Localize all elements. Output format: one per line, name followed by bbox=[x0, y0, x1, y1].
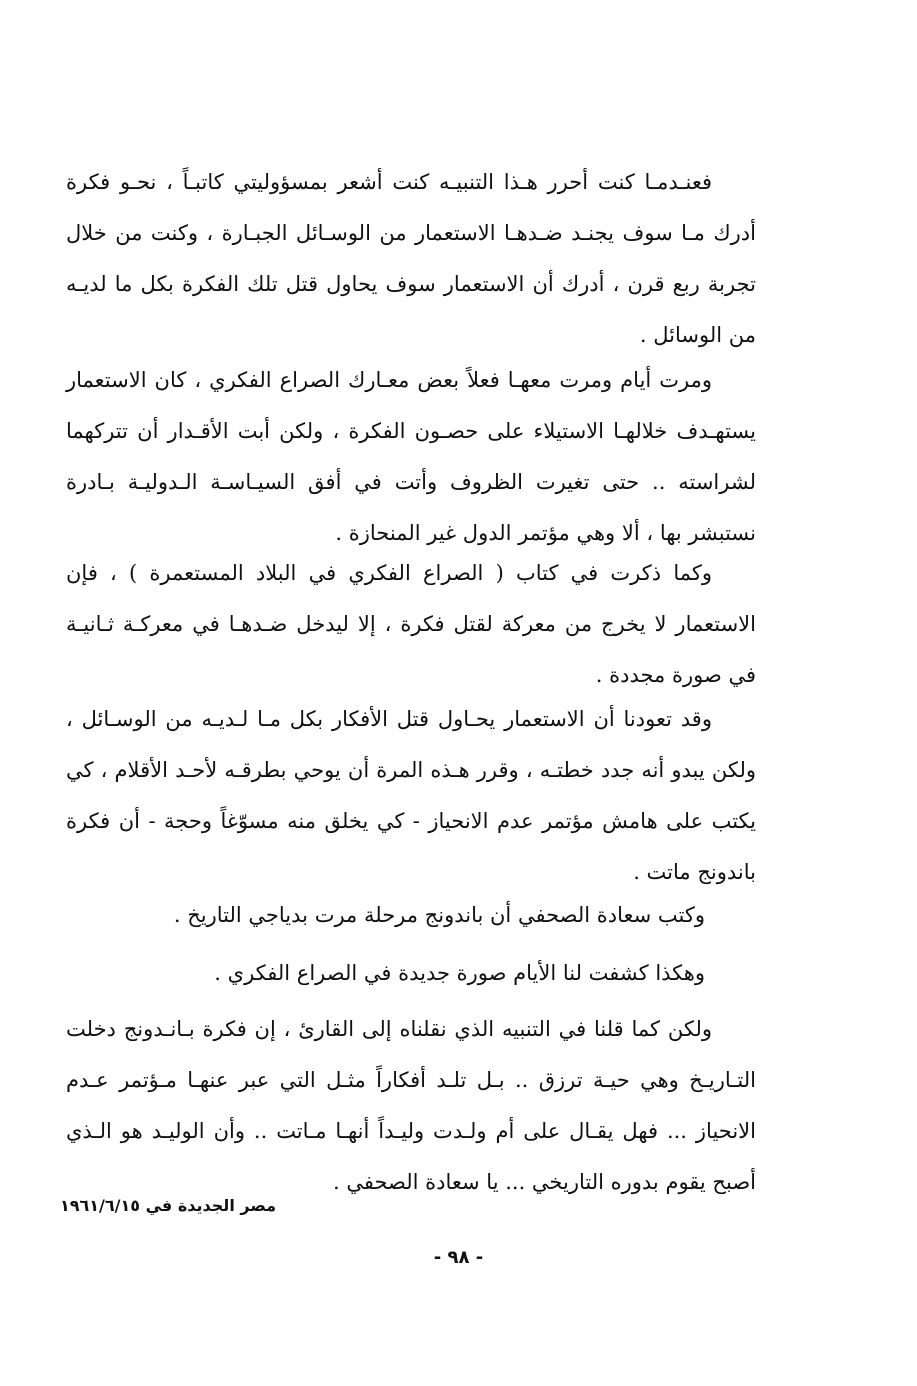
paragraph-4: وقد تعودنا أن الاستعمار يحـاول قتل الأفكار بكل مـا لـديـه من الوسـائل ، ولكن يبدو أنه جدد خطتـه ، وقرر هـذه المرة أن يوحي بطرقـه لأحـد الأقلام ، كي يكتب على هامش مؤتمر عدم الانحياز - كي يخلق منه مسوّغاً وحجة - أن فكرة باندونج ماتت . bbox=[66, 707, 756, 884]
paragraph-6: وهكذا كشفت لنا الأيام صورة جديدة في الصراع الفكري . bbox=[214, 961, 705, 985]
paragraph-1: فعنـدمـا كنت أحرر هـذا التنبيـه كنت أشعر بمسؤوليتي كاتبـاً ، نحـو فكرة أدرك مـا سوف يجنـد ضـدهـا الاستعمار من الوسـائل الجبـارة ، وكنت من خلال تجربة ربع قرن ، أدرك أن الاستعمار سوف يحاول قتل تلك الفكرة بكل ما لديـه من الوسائل . bbox=[66, 170, 756, 347]
page-number: - ٩٨ - bbox=[433, 1247, 484, 1268]
paragraph-2: ومرت أيام ومرت معهـا فعلاً بعض معـارك الصراع الفكري ، كان الاستعمار يستهـدف خلالهـا الاستيلاء على حصـون الفكرة ، ولكن أبت الأقـدار أن تتركهما لشراسته .. حتى تغيرت الظروف وأتت في أفق السيـاسـة الـدوليـة بـادرة نستبشر بها ، ألا وهي مؤتمر الدول غير المنحازة . bbox=[66, 368, 756, 545]
paragraph-3: وكما ذكرت في كتاب ( الصراع الفكري في البلاد المستعمرة ) ، فإن الاستعمار لا يخرج من معركة لقتل فكرة ، إلا ليدخل ضـدهـا في معركـة ثـانيـة في صورة مجددة . bbox=[66, 561, 756, 687]
paragraph-7: ولكن كما قلنا في التنبيه الذي نقلناه إلى القارئ ، إن فكرة بـانـدونج دخلت التـاريـخ وهي حيـة ترزق .. بـل تلـد أفكاراً مثـل التي عبر عنهـا مـؤتمر عـدم الانحياز ... فهل يقـال على أم ولـدت وليـداً أنهـا مـاتت .. وأن الوليـد هو الـذي أصبح يقوم بدوره التاريخي ... يا سعادة الصحفي . bbox=[66, 1017, 756, 1194]
paragraph-5: وكتب سعادة الصحفي أن باندونج مرحلة مرت بدياجي التاريخ . bbox=[173, 903, 705, 927]
source-citation: مصر الجديدة في ١٩٦١/٦/١٥ bbox=[59, 1196, 276, 1215]
